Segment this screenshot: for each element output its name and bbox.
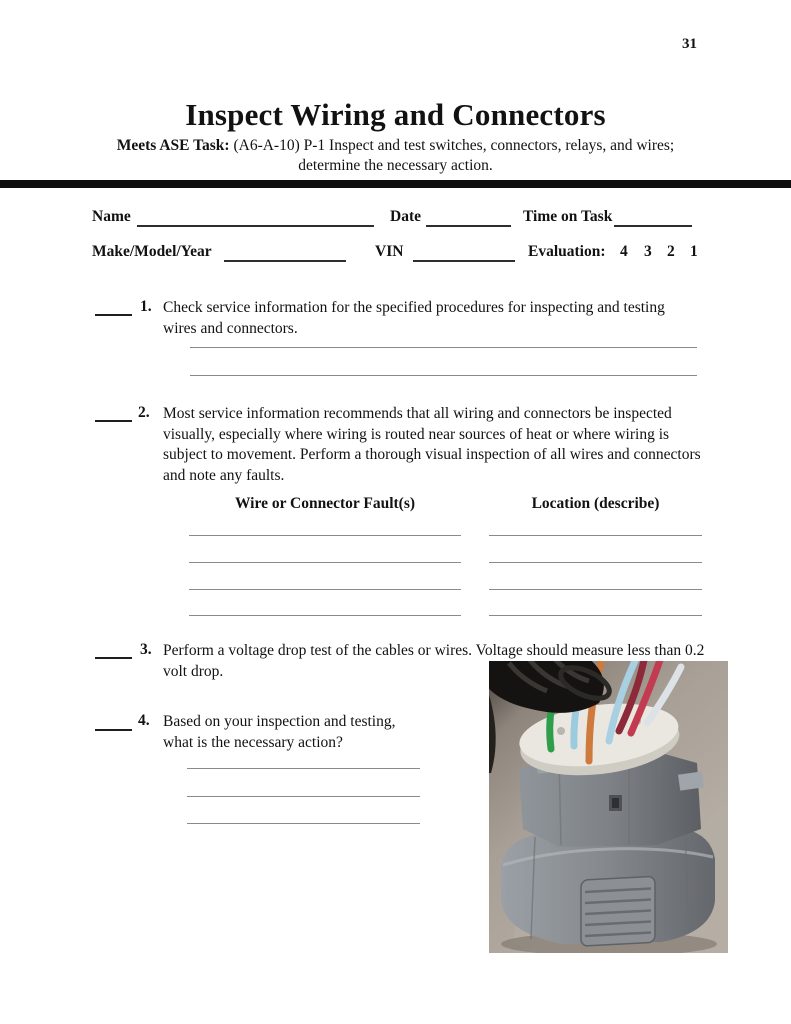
connector-photo-art (489, 661, 728, 953)
page-number: 31 (682, 36, 697, 52)
make-model-year-blank (224, 243, 346, 262)
task1-answer-line (190, 375, 697, 376)
date-label: Date (390, 208, 421, 225)
fault-column-header: Wire or Connector Fault(s) (234, 495, 416, 512)
fault-row-line (189, 589, 461, 590)
task2-text: Most service information recommends that all wiring and connectors be inspected visually, especially where wiring is routed near sources of heat or where wiring is subject to movement. Perform a thorough visual inspection of all wires and connectors and note any faults. (163, 405, 701, 484)
location-row-line (489, 589, 702, 590)
location-row-line (489, 562, 702, 563)
task1-answer-line (190, 347, 697, 348)
vin-label: VIN (375, 243, 404, 260)
evaluation-score-3: 3 (644, 243, 652, 260)
ase-task-text-cont: determine the necessary action. (298, 157, 493, 174)
name-label: Name (92, 208, 131, 225)
vin-blank (413, 243, 515, 262)
connector-photo (489, 661, 728, 953)
name-blank (137, 208, 374, 227)
time-on-task-label: Time on Task (523, 208, 613, 225)
date-blank (426, 208, 511, 227)
evaluation-label: Evaluation: (528, 243, 606, 260)
task3-text: Perform a voltage drop test of the cables or wires. Voltage should measure less than 0.2 volt drop. (163, 642, 705, 680)
task4-answer-line (187, 796, 420, 797)
task3-number: 3. (140, 641, 152, 658)
page-title: Inspect Wiring and Connectors (185, 97, 606, 132)
time-on-task-blank (614, 208, 692, 227)
evaluation-score-4: 4 (620, 243, 628, 260)
make-model-year-label: Make/Model/Year (92, 243, 212, 260)
task2-number: 2. (138, 404, 150, 421)
fault-row-line (189, 615, 461, 616)
task4-grade-blank (95, 714, 132, 731)
ase-task-line (0, 137, 791, 155)
evaluation-score-2: 2 (667, 243, 675, 260)
task4-text: Based on your inspection and testing, what is the necessary action? (163, 713, 396, 751)
fault-row-line (189, 562, 461, 563)
task1-grade-blank (95, 299, 132, 316)
task3-grade-blank (95, 642, 132, 659)
fault-row-line (189, 535, 461, 536)
task4-number: 4. (138, 712, 150, 729)
task1-number: 1. (140, 298, 152, 315)
task4-answer-line (187, 768, 420, 769)
task1-text: Check service information for the specified procedures for inspecting and testing wires and connectors. (163, 299, 665, 337)
ase-task-label: Meets ASE Task: (116, 137, 230, 154)
header-divider (0, 180, 791, 188)
task4-answer-line (187, 823, 420, 824)
task2-grade-blank (95, 405, 132, 422)
location-row-line (489, 535, 702, 536)
location-row-line (489, 615, 702, 616)
location-column-header: Location (describe) (531, 495, 660, 512)
ase-task-text: (A6-A-10) P-1 Inspect and test switches, connectors, relays, and wires; (233, 137, 675, 154)
evaluation-score-1: 1 (690, 243, 698, 260)
